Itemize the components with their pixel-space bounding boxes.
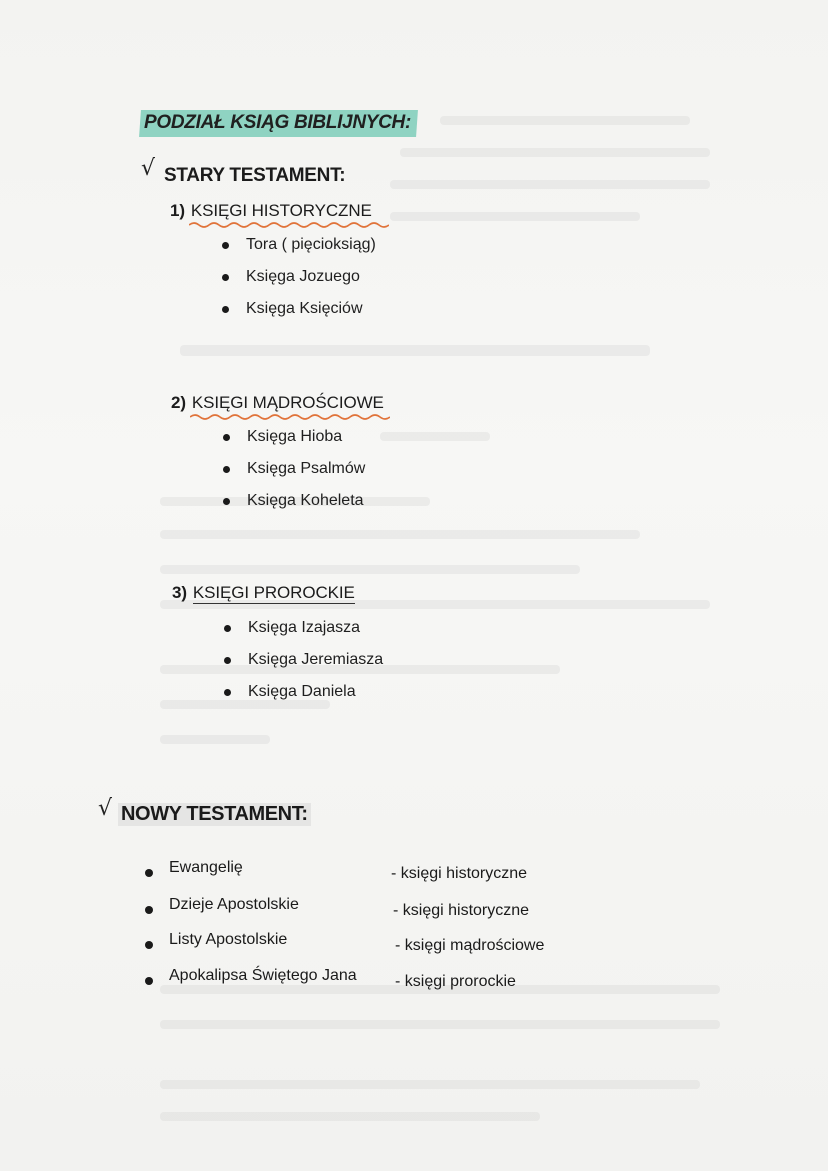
check-mark-icon: √ <box>141 156 156 181</box>
book-name: Apokalipsa Świętego Jana <box>169 967 357 984</box>
list-item: Księga Jeremiasza <box>224 644 383 676</box>
bullet-icon <box>145 977 153 985</box>
list-item <box>145 859 605 893</box>
underline <box>193 603 355 605</box>
list-item: Księga Psalmów <box>223 453 365 485</box>
bullet-icon <box>145 869 153 877</box>
list-item <box>145 931 605 965</box>
old-testament-heading <box>164 165 345 187</box>
list-item: Tora ( pięcioksiąg) <box>222 229 376 261</box>
section-title-text: KSIĘGI PROROCKIE <box>192 583 355 602</box>
section-wisdom-heading <box>171 393 384 413</box>
list-item: Księga Hioba <box>223 421 365 453</box>
book-category: - księgi mądrościowe <box>395 937 545 954</box>
section-historical-heading <box>170 201 372 221</box>
book-category: - księgi prorockie <box>395 973 516 990</box>
section-title-text: KSIĘGI HISTORYCZNE <box>190 201 372 220</box>
list-item: Księga Jozuego <box>222 261 376 293</box>
check-mark-icon: √ <box>98 796 113 821</box>
list-item: Księga Koheleta <box>223 485 365 517</box>
new-testament-heading <box>118 803 311 826</box>
list-item <box>145 967 605 1001</box>
section-number: 3) <box>172 583 187 602</box>
list-item: Księga Izajasza <box>224 612 383 644</box>
historical-books-list <box>222 229 376 325</box>
bullet-icon <box>145 906 153 914</box>
section-title <box>191 201 372 220</box>
section-number: 2) <box>171 393 186 412</box>
new-testament-heading-text: NOWY TESTAMENT: <box>121 803 308 825</box>
book-name: Ewangelię <box>169 859 243 876</box>
book-category: - księgi historyczne <box>391 865 528 882</box>
section-prophetic-heading <box>172 583 355 603</box>
book-name: Listy Apostolskie <box>169 931 288 948</box>
section-title <box>192 393 384 412</box>
squiggle-underline <box>189 221 389 229</box>
section-number: 1) <box>170 201 185 220</box>
section-title <box>193 583 355 602</box>
old-testament-heading-text: STARY TESTAMENT: <box>164 165 346 186</box>
squiggle-underline <box>190 413 390 421</box>
bullet-icon <box>145 941 153 949</box>
list-item <box>145 896 605 930</box>
list-item: Księga Księciów <box>222 293 376 325</box>
wisdom-books-list <box>223 421 365 517</box>
section-title-text: KSIĘGI MĄDROŚCIOWE <box>191 393 384 412</box>
page-title <box>139 110 418 137</box>
page-title-text: PODZIAŁ KSIĄG BIBLIJNYCH: <box>144 112 411 133</box>
list-item: Księga Daniela <box>224 676 383 708</box>
prophetic-books-list <box>224 612 383 708</box>
book-category: - księgi historyczne <box>393 902 530 919</box>
book-name: Dzieje Apostolskie <box>169 896 299 913</box>
